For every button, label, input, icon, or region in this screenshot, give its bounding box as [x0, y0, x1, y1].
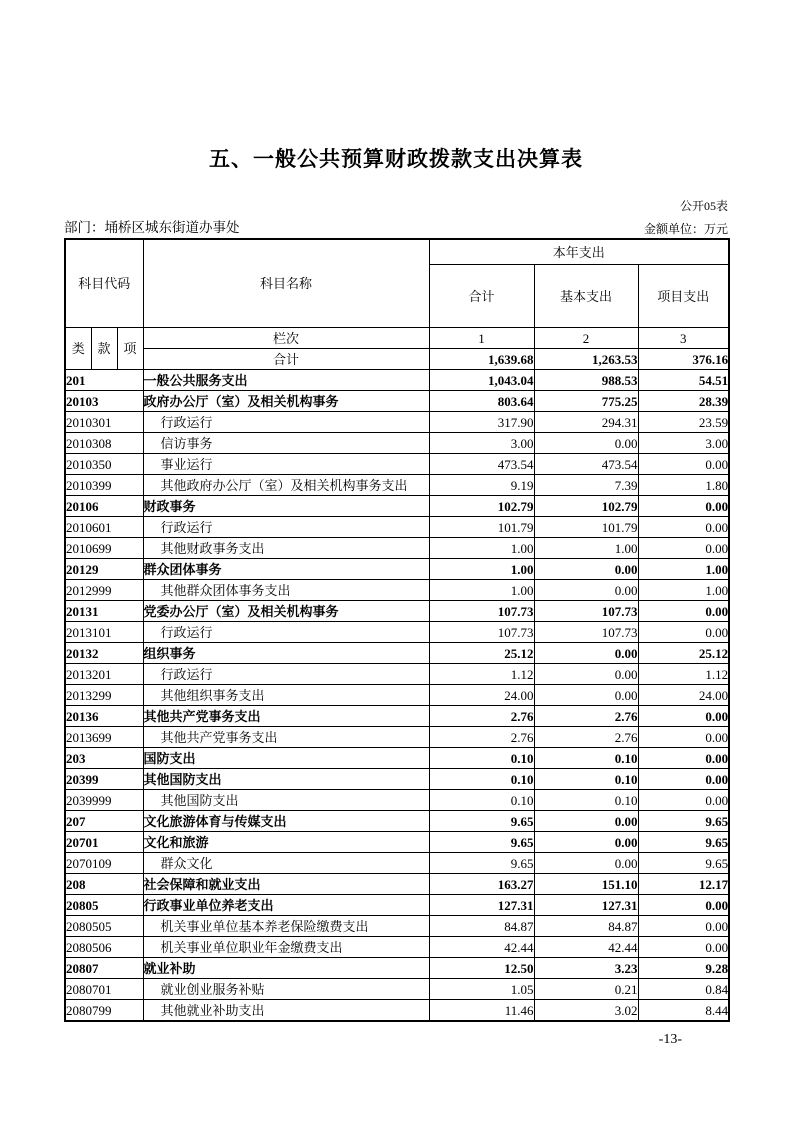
subject-code-cell: 2012999 [65, 580, 143, 601]
subject-name-cell: 其他群众团体事务支出 [143, 580, 429, 601]
basic-expense-cell: 2.76 [534, 727, 638, 748]
basic-expense-cell: 0.10 [534, 748, 638, 769]
table-row [65, 391, 729, 412]
page-number: -13- [658, 1032, 682, 1047]
grand-total-row [65, 349, 729, 370]
total-cell: 1,043.04 [429, 370, 534, 391]
basic-expense-cell: 151.10 [534, 874, 638, 895]
basic-expense-column-header: 基本支出 [534, 265, 638, 328]
basic-expense-cell: 3.23 [534, 958, 638, 979]
subject-name-cell: 机关事业单位职业年金缴费支出 [143, 937, 429, 958]
project-expense-cell: 12.17 [638, 874, 729, 895]
project-expense-cell: 0.00 [638, 748, 729, 769]
project-expense-cell: 9.28 [638, 958, 729, 979]
column-index-label: 栏次 [143, 328, 429, 349]
total-cell: 317.90 [429, 412, 534, 433]
grand-total-project: 376.16 [638, 349, 729, 370]
basic-expense-cell: 0.00 [534, 580, 638, 601]
total-cell: 42.44 [429, 937, 534, 958]
column-index-1: 1 [429, 328, 534, 349]
total-cell: 9.19 [429, 475, 534, 496]
total-cell: 24.00 [429, 685, 534, 706]
project-expense-cell: 54.51 [638, 370, 729, 391]
subject-code-cell: 20103 [65, 391, 143, 412]
subject-code-cell: 20805 [65, 895, 143, 916]
table-body [65, 370, 729, 1022]
expenditure-table [64, 238, 730, 1022]
table-row [65, 874, 729, 895]
subject-name-cell: 国防支出 [143, 748, 429, 769]
project-expense-cell: 0.00 [638, 601, 729, 622]
basic-expense-cell: 0.00 [534, 643, 638, 664]
basic-expense-cell: 0.00 [534, 685, 638, 706]
subject-name-cell: 行政运行 [143, 412, 429, 433]
total-cell: 9.65 [429, 811, 534, 832]
table-row [65, 937, 729, 958]
subject-name-cell: 群众文化 [143, 853, 429, 874]
project-expense-cell: 0.00 [638, 727, 729, 748]
total-cell: 1.00 [429, 538, 534, 559]
subject-code-cell: 20701 [65, 832, 143, 853]
basic-expense-cell: 0.00 [534, 853, 638, 874]
basic-expense-cell: 102.79 [534, 496, 638, 517]
total-column-header: 合计 [429, 265, 534, 328]
total-cell: 2.76 [429, 727, 534, 748]
table-row [65, 685, 729, 706]
subject-name-cell: 就业创业服务补贴 [143, 979, 429, 1000]
total-cell: 2.76 [429, 706, 534, 727]
subject-name-header: 科目名称 [143, 239, 429, 328]
project-expense-cell: 0.00 [638, 916, 729, 937]
project-expense-cell: 0.00 [638, 706, 729, 727]
table-row [65, 727, 729, 748]
project-expense-cell: 28.39 [638, 391, 729, 412]
project-expense-cell: 0.00 [638, 622, 729, 643]
table-row [65, 454, 729, 475]
table-row [65, 769, 729, 790]
total-cell: 9.65 [429, 853, 534, 874]
subject-code-cell: 208 [65, 874, 143, 895]
basic-expense-cell: 988.53 [534, 370, 638, 391]
column-index-3: 3 [638, 328, 729, 349]
subject-code-cell: 207 [65, 811, 143, 832]
total-cell: 107.73 [429, 622, 534, 643]
project-expense-cell: 0.00 [638, 895, 729, 916]
total-cell: 473.54 [429, 454, 534, 475]
project-expense-cell: 9.65 [638, 811, 729, 832]
subject-code-cell: 2039999 [65, 790, 143, 811]
table-row [65, 433, 729, 454]
project-expense-cell: 1.00 [638, 559, 729, 580]
subject-name-cell: 文化和旅游 [143, 832, 429, 853]
project-expense-cell: 8.44 [638, 1000, 729, 1022]
table-row [65, 643, 729, 664]
grand-total-basic: 1,263.53 [534, 349, 638, 370]
subject-code-cell: 2013699 [65, 727, 143, 748]
subject-name-cell: 其他共产党事务支出 [143, 727, 429, 748]
subject-code-cell: 20106 [65, 496, 143, 517]
subject-name-cell: 行政事业单位养老支出 [143, 895, 429, 916]
current-year-expense-header: 本年支出 [429, 239, 729, 265]
table-row [65, 958, 729, 979]
table-row [65, 748, 729, 769]
project-expense-cell: 9.65 [638, 832, 729, 853]
table-row [65, 517, 729, 538]
subject-name-cell: 事业运行 [143, 454, 429, 475]
grand-total-total: 1,639.68 [429, 349, 534, 370]
basic-expense-cell: 42.44 [534, 937, 638, 958]
total-cell: 101.79 [429, 517, 534, 538]
basic-expense-cell: 1.00 [534, 538, 638, 559]
total-cell: 0.10 [429, 769, 534, 790]
basic-expense-cell: 84.87 [534, 916, 638, 937]
basic-expense-cell: 0.00 [534, 559, 638, 580]
total-cell: 1.00 [429, 559, 534, 580]
total-cell: 107.73 [429, 601, 534, 622]
basic-expense-cell: 294.31 [534, 412, 638, 433]
subject-name-cell: 一般公共服务支出 [143, 370, 429, 391]
total-cell: 84.87 [429, 916, 534, 937]
total-cell: 0.10 [429, 790, 534, 811]
project-expense-cell: 24.00 [638, 685, 729, 706]
unit-label: 金额单位：万元 [643, 222, 728, 236]
table-row [65, 601, 729, 622]
subject-code-cell: 2010301 [65, 412, 143, 433]
subject-code-cell: 20131 [65, 601, 143, 622]
basic-expense-cell: 2.76 [534, 706, 638, 727]
subject-name-cell: 其他政府办公厅（室）及相关机构事务支出 [143, 475, 429, 496]
header-row-1 [65, 239, 729, 265]
basic-expense-cell: 107.73 [534, 601, 638, 622]
project-expense-cell: 0.00 [638, 496, 729, 517]
subject-code-cell: 2010399 [65, 475, 143, 496]
subject-code-cell: 2013101 [65, 622, 143, 643]
subject-name-cell: 文化旅游体育与传媒支出 [143, 811, 429, 832]
subject-name-cell: 机关事业单位基本养老保险缴费支出 [143, 916, 429, 937]
basic-expense-cell: 3.02 [534, 1000, 638, 1022]
basic-expense-cell: 0.00 [534, 664, 638, 685]
subject-name-cell: 群众团体事务 [143, 559, 429, 580]
table-row [65, 916, 729, 937]
basic-expense-cell: 7.39 [534, 475, 638, 496]
subject-name-cell: 其他国防支出 [143, 769, 429, 790]
project-expense-cell: 1.80 [638, 475, 729, 496]
table-row [65, 832, 729, 853]
project-expense-cell: 9.65 [638, 853, 729, 874]
basic-expense-cell: 101.79 [534, 517, 638, 538]
subject-code-cell: 2080701 [65, 979, 143, 1000]
subject-name-cell: 其他组织事务支出 [143, 685, 429, 706]
project-expense-cell: 0.00 [638, 454, 729, 475]
table-row [65, 559, 729, 580]
subject-name-cell: 其他国防支出 [143, 790, 429, 811]
subject-code-cell: 2080799 [65, 1000, 143, 1022]
table-row [65, 706, 729, 727]
section-header: 款 [91, 328, 117, 370]
project-expense-cell: 0.00 [638, 790, 729, 811]
subject-name-cell: 政府办公厅（室）及相关机构事务 [143, 391, 429, 412]
subject-code-cell: 2010308 [65, 433, 143, 454]
subject-code-cell: 2080506 [65, 937, 143, 958]
project-expense-cell: 0.00 [638, 937, 729, 958]
table-row [65, 853, 729, 874]
subject-code-cell: 201 [65, 370, 143, 391]
project-expense-cell: 0.00 [638, 769, 729, 790]
table-row [65, 580, 729, 601]
total-cell: 1.00 [429, 580, 534, 601]
subject-name-cell: 社会保障和就业支出 [143, 874, 429, 895]
total-cell: 1.05 [429, 979, 534, 1000]
project-expense-cell: 0.84 [638, 979, 729, 1000]
table-row [65, 979, 729, 1000]
project-expense-cell: 25.12 [638, 643, 729, 664]
subject-name-cell: 其他共产党事务支出 [143, 706, 429, 727]
header-row-3 [65, 328, 729, 349]
basic-expense-cell: 0.10 [534, 790, 638, 811]
subject-name-cell: 行政运行 [143, 517, 429, 538]
subject-code-cell: 203 [65, 748, 143, 769]
subject-name-cell: 财政事务 [143, 496, 429, 517]
table-row [65, 664, 729, 685]
subject-code-cell: 2010601 [65, 517, 143, 538]
column-index-2: 2 [534, 328, 638, 349]
total-cell: 127.31 [429, 895, 534, 916]
table-row [65, 370, 729, 391]
total-cell: 102.79 [429, 496, 534, 517]
subject-code-cell: 2013201 [65, 664, 143, 685]
basic-expense-cell: 0.00 [534, 832, 638, 853]
total-cell: 0.10 [429, 748, 534, 769]
total-cell: 1.12 [429, 664, 534, 685]
grand-total-label: 合计 [143, 349, 429, 370]
basic-expense-cell: 0.21 [534, 979, 638, 1000]
table-row [65, 811, 729, 832]
table-row [65, 538, 729, 559]
subject-name-cell: 行政运行 [143, 664, 429, 685]
basic-expense-cell: 0.10 [534, 769, 638, 790]
subject-code-cell: 20129 [65, 559, 143, 580]
total-cell: 12.50 [429, 958, 534, 979]
subject-name-cell: 信访事务 [143, 433, 429, 454]
open-table-label: 公开05表 [679, 199, 728, 213]
subject-name-cell: 行政运行 [143, 622, 429, 643]
table-row [65, 1000, 729, 1022]
subject-code-cell: 2080505 [65, 916, 143, 937]
table-row [65, 622, 729, 643]
basic-expense-cell: 775.25 [534, 391, 638, 412]
meta-row [64, 220, 728, 236]
project-expense-cell: 0.00 [638, 517, 729, 538]
subject-code-cell: 2010699 [65, 538, 143, 559]
subject-code-cell: 2010350 [65, 454, 143, 475]
table-row [65, 412, 729, 433]
subject-name-cell: 其他就业补助支出 [143, 1000, 429, 1022]
department-label: 部门：埇桥区城东街道办事处 [64, 220, 240, 235]
item-header: 项 [117, 328, 143, 370]
project-expense-cell: 1.00 [638, 580, 729, 601]
subject-code-cell: 2070109 [65, 853, 143, 874]
subject-code-header: 科目代码 [65, 239, 143, 328]
table-row [65, 475, 729, 496]
total-cell: 25.12 [429, 643, 534, 664]
total-cell: 803.64 [429, 391, 534, 412]
basic-expense-cell: 127.31 [534, 895, 638, 916]
basic-expense-cell: 0.00 [534, 811, 638, 832]
subject-code-cell: 20399 [65, 769, 143, 790]
basic-expense-cell: 473.54 [534, 454, 638, 475]
table-row [65, 496, 729, 517]
table-header [65, 239, 729, 370]
project-expense-cell: 23.59 [638, 412, 729, 433]
project-expense-cell: 3.00 [638, 433, 729, 454]
total-cell: 163.27 [429, 874, 534, 895]
total-cell: 3.00 [429, 433, 534, 454]
page-title: 五、一般公共预算财政拨款支出决算表 [209, 148, 583, 171]
subject-code-cell: 20136 [65, 706, 143, 727]
subject-code-cell: 2013299 [65, 685, 143, 706]
basic-expense-cell: 0.00 [534, 433, 638, 454]
subject-name-cell: 组织事务 [143, 643, 429, 664]
subject-code-cell: 20132 [65, 643, 143, 664]
subject-name-cell: 党委办公厅（室）及相关机构事务 [143, 601, 429, 622]
subject-name-cell: 就业补助 [143, 958, 429, 979]
subject-code-cell: 20807 [65, 958, 143, 979]
total-cell: 11.46 [429, 1000, 534, 1022]
subject-name-cell: 其他财政事务支出 [143, 538, 429, 559]
basic-expense-cell: 107.73 [534, 622, 638, 643]
project-expense-cell: 1.12 [638, 664, 729, 685]
document-sheet [64, 0, 728, 1048]
class-header: 类 [65, 328, 91, 370]
project-expense-cell: 0.00 [638, 538, 729, 559]
table-row [65, 790, 729, 811]
total-cell: 9.65 [429, 832, 534, 853]
table-row [65, 895, 729, 916]
project-expense-column-header: 项目支出 [638, 265, 729, 328]
